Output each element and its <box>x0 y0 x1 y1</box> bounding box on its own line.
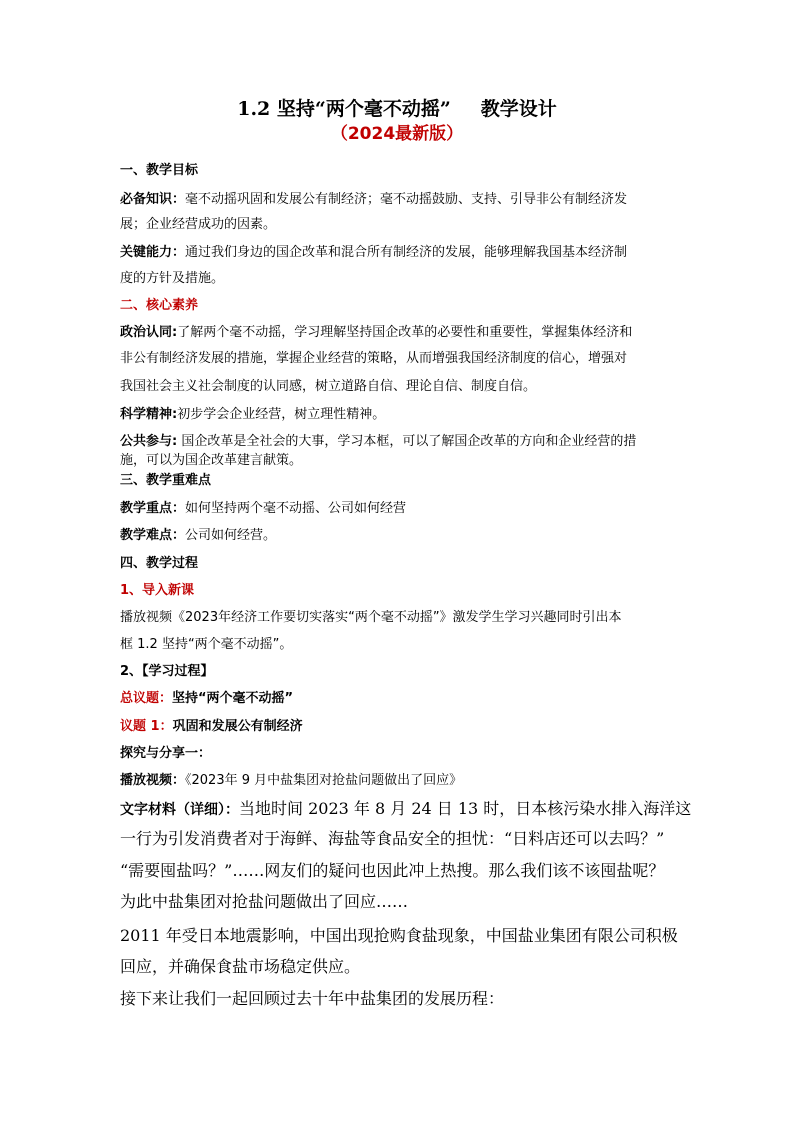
political-line-1: 政治认同:了解两个毫不动摇，学习理解坚持国企改革的必要性和重要性，掌握集体经济和 <box>120 325 633 340</box>
document-title <box>0 96 794 122</box>
general-topic-line: 总议题：坚持“两个毫不动摇” <box>120 691 294 706</box>
ability-line-1: 关键能力：通过我们身边的国企改革和混合所有制经济的发展，能够理解我国基本经济制 <box>120 245 628 260</box>
difficult-point-line: 教学难点：公司如何经营。 <box>120 528 277 543</box>
label-topic-1: 议题 1： <box>120 719 173 734</box>
political-line-3: 我国社会主义社会制度的认同感，树立道路自信、理论自信、制度自信。 <box>120 379 537 394</box>
heading-key-difficult-points: 三、教学重难点 <box>120 473 212 488</box>
key-point-line: 教学重点：如何坚持两个毫不动摇、公司如何经营 <box>120 501 407 516</box>
knowledge-line-2: 展；企业经营成功的因素。 <box>120 217 277 232</box>
label-teaching-difficulty: 教学难点： <box>120 528 186 543</box>
title-main: 1.2 坚持“两个毫不动摇” <box>237 98 451 120</box>
video-line: 播放视频：《2023年 9 月中盐集团对抢盐问题做出了回应》 <box>120 773 463 788</box>
step-learning-process: 2、【学习过程】 <box>120 664 214 679</box>
intro-line-2: 框 1.2 坚持“两个毫不动摇”。 <box>120 637 293 652</box>
label-public-participation: 公共参与: <box>120 434 178 449</box>
title-suffix: 教学设计 <box>480 98 557 120</box>
intro-line-1: 播放视频《2023年经济工作要切实落实“两个毫不动摇”》激发学生学习兴趣同时引出本 <box>120 610 622 625</box>
heading-core-literacy: 二、核心素养 <box>120 298 199 313</box>
label-key-ability: 关键能力： <box>120 245 186 260</box>
science-line-1: 科学精神:初步学会企业经营，树立理性精神。 <box>120 407 386 422</box>
paragraph-review-line: 接下来让我们一起回顾过去十年中盐集团的发展历程： <box>120 989 505 1008</box>
label-text-material: 文字材料（详细）： <box>120 802 239 818</box>
label-required-knowledge: 必备知识： <box>120 192 186 207</box>
label-play-video: 播放视频： <box>120 773 186 788</box>
material-line-3: “需要囤盐吗？”……网友们的疑问也因此冲上热搜。那么我们该不该囤盐呢？ <box>120 861 665 880</box>
participation-line-1: 公共参与: 国企改革是全社会的大事，学习本框，可以了解国企改革的方向和企业经营的措 <box>120 434 637 449</box>
label-scientific-spirit: 科学精神: <box>120 407 178 422</box>
label-general-topic: 总议题： <box>120 691 173 706</box>
paragraph-2011-line-2: 回应，并确保食盐市场稳定供应。 <box>120 957 361 976</box>
material-line-4: 为此中盐集团对抢盐问题做出了回应…… <box>120 892 409 911</box>
ability-line-2: 度的方针及措施。 <box>120 271 225 286</box>
label-political-identity: 政治认同: <box>120 325 178 340</box>
label-teaching-focus: 教学重点： <box>120 501 186 516</box>
document-subtitle: （2024最新版） <box>330 124 464 144</box>
topic-1-line: 议题 1：巩固和发展公有制经济 <box>120 719 303 734</box>
heading-teaching-goals: 一、教学目标 <box>120 163 199 178</box>
knowledge-line-1: 必备知识：毫不动摇巩固和发展公有制经济；毫不动摇鼓励、支持、引导非公有制经济发 <box>120 192 628 207</box>
heading-teaching-process: 四、教学过程 <box>120 556 199 571</box>
paragraph-2011-line-1: 2011 年受日本地震影响，中国出现抢购食盐现象，中国盐业集团有限公司积极 <box>120 926 678 945</box>
material-line-2: 一行为引发消费者对于海鲜、海盐等食品安全的担忧：“日料店还可以去吗？” <box>120 829 665 848</box>
explore-share-heading: 探究与分享一： <box>120 746 212 761</box>
step-introduce-lesson: 1、导入新课 <box>120 583 195 598</box>
participation-line-2: 施，可以为国企改革建言献策。 <box>120 453 303 468</box>
material-line-1: 文字材料（详细）：当地时间 2023 年 8 月 24 日 13 时，日本核污染水排入海洋这 <box>120 799 692 818</box>
political-line-2: 非公有制经济发展的措施，掌握企业经营的策略，从而增强我国经济制度的信心，增强对 <box>120 351 628 366</box>
